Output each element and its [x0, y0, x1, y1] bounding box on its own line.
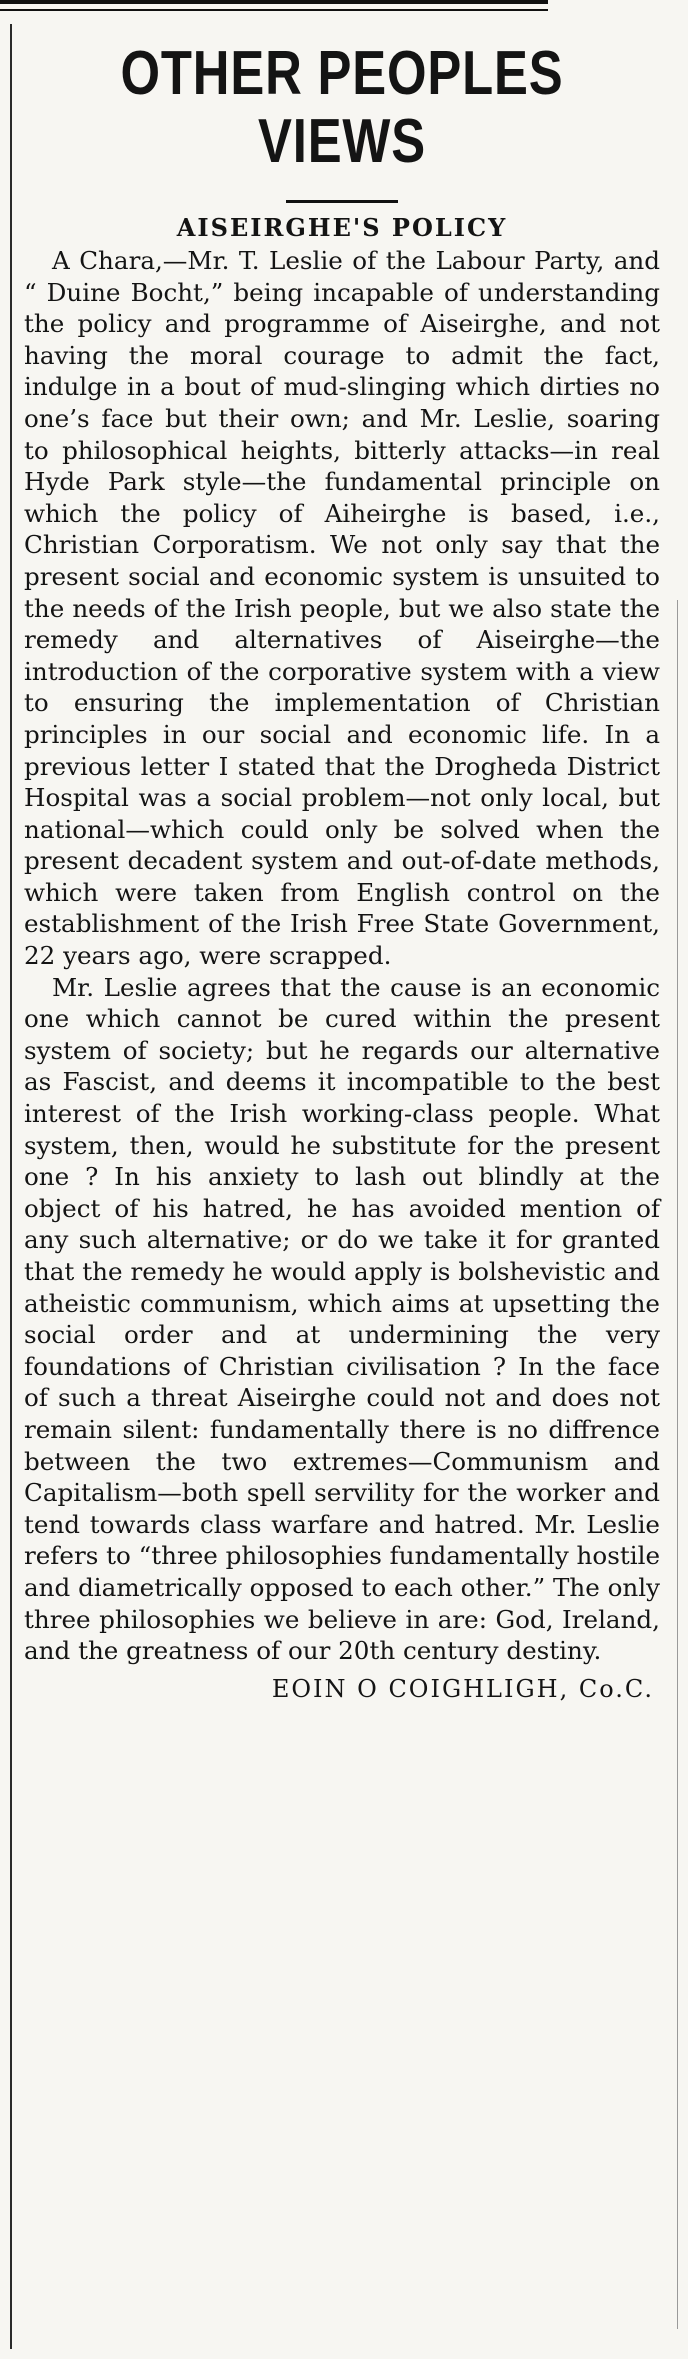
column-left-border — [10, 24, 12, 2349]
column-headline — [78, 0, 606, 176]
headline-line-1: OTHER PEOPLES — [120, 39, 564, 108]
headline-line-2: VIEWS — [258, 107, 426, 176]
letter-signature: EOIN O COIGHLIGH, Co.C. — [271, 1674, 654, 1703]
headline-divider — [286, 200, 398, 203]
letter-paragraph-1: A Chara,—Mr. T. Leslie of the Labour Party, and “ Duine Bocht,” being incapable of understanding the policy and programme of Aiseirghe, and not having the moral courage to admit the fact, indulge in a bout of mud-slinging which dirties no one’s face but their own; and Mr. Leslie, soaring to philosophical heights, bitterly attacks—in real Hyde Park style—the fundamental principle on which the policy of Aiheirghe is based, i.e., Christian Corporatism. We not only say that the present social and economic system is unsuited to the needs of the Irish people, but we also state the remedy and alternatives of Aiseirghe—the introduction of the corporative system with a view to ensuring the implementation of Christian principles in our social and economic life. In a previous letter I stated that the Drogheda District Hospital was a social problem—not only local, but national—which could only be solved when the present decadent system and out-of-date methods, which were taken from English control on the establishment of the Irish Free State Government, 22 years ago, were scrapped. — [24, 246, 660, 971]
letter-title: AISEIRGHE'S POLICY — [176, 213, 508, 242]
column-right-border — [677, 600, 678, 2329]
letter-body — [20, 245, 664, 1667]
letter-paragraph-2: Mr. Leslie agrees that the cause is an economic one which cannot be cured within the present system of society; but he regards our alternative as Fascist, and deems it incompatible to the best interest of the Irish working-class people. What system, then, would he substitute for the present one ? In his anxiety to lash out blindly at the object of his hatred, he has avoided mention of any such alternative; or do we take it for granted that the remedy he would apply is bolshevistic and atheistic communism, which aims at upsetting the social order and at undermining the very foundations of Christian civilisation ? In the face of such a threat Aiseirghe could not and does not remain silent: fundamentally there is no diffrence between the two extremes—Communism and Capitalism—both spell servility for the worker and tend towards class warfare and hatred. Mr. Leslie refers to “three philosophies fundamentally hostile and diametrically opposed to each other.” The only three philosophies we believe in are: God, Ireland, and the greatness of our 20th century destiny. — [24, 972, 660, 1666]
